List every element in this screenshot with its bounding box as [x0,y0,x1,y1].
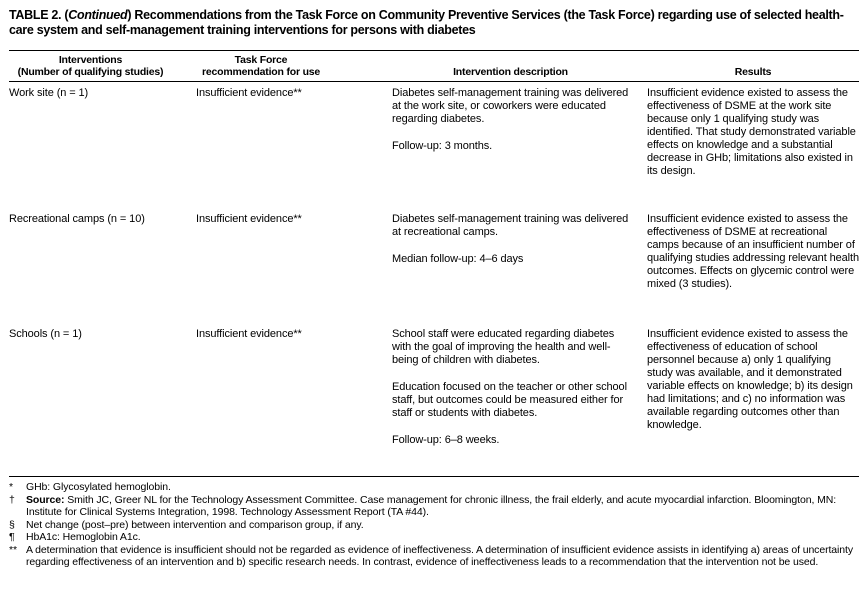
column-header-line1: Interventions [58,54,123,66]
cell-intervention: Schools (n = 1) [9,323,196,477]
cell-results: Insufficient evidence existed to assess the effectiveness of DSME at the work site because only 1 qualifying study was identified. That study demonstrated variable effects on knowledge and a substantial decrease in GHb; limitations also existed in its design. [647,87,856,177]
footnote-ghb [9,481,860,494]
description-paragraph: Follow-up: 3 months. [392,140,493,152]
footnote-text: Smith JC, Greer NL for the Technology Assessment Committee. Case management for chronic illness, the frail elderly, and acute myocardial infarction. Bloomington, MN: Institute for Clinical Systems Integration, 1998. Technology Assessment Report (TA #44). [26,493,837,518]
cell-recommendation: Insufficient evidence** [196,212,302,225]
column-header-line1: Intervention description [453,66,568,78]
footnote-text: A determination that evidence is insufficient should not be regarded as evidence of ineffectiveness. A determination of insufficient evidence assists in identifying a) areas of uncertainty regarding effectiveness of an intervention and b) specific research needs. In contrast, evidence of ineffectiveness leads to a recommendation that the intervention not be used. [26,543,853,568]
cell-results: Insufficient evidence existed to assess the effectiveness of education of school personnel because a) only 1 qualifying study was available, and it demonstrated variable effects on knowledge; b) its design had limitations; and c) no information was available regarding outcomes other than knowledge. [647,323,859,477]
cell-intervention: Recreational camps (n = 10) [9,212,145,225]
description-paragraph: School staff were educated regarding diabetes with the goal of improving the health and well-being of children with diabetes. [392,327,615,366]
table-row-work-site [9,82,859,208]
footnote-marker: ** [9,543,17,556]
column-header-description [392,51,647,82]
table-title-text: ) Recommendations from the Task Force on Community Preventive Services (the Task Force) regarding use of selected health-care system and self-management training interventions for persons with diabetes [9,8,844,37]
footnote-net-change [9,519,860,532]
cell-intervention: Work site (n = 1) [9,87,89,99]
description-paragraph: Education focused on the teacher or other school staff, but outcomes could be measured either for staff or students with diabetes. [392,380,627,419]
footnotes-section [9,481,860,569]
footnote-marker: § [9,518,15,531]
cell-recommendation: Insufficient evidence** [196,323,392,477]
footnote-marker: ¶ [9,531,15,543]
column-header-line2: (Number of qualifying studies) [17,66,164,78]
table-header-row [9,51,859,82]
column-header-line2: recommendation for use [201,66,321,78]
column-header-results [647,51,859,82]
cell-description [392,323,647,477]
description-paragraph: Diabetes self-management training was delivered at recreational camps. [392,212,629,238]
column-header-recommendation [196,51,392,82]
footnote-bold: Source: [26,493,65,506]
footnote-hba1c [9,531,860,544]
footnote-text: GHb: Glycosylated hemoglobin. [26,481,171,493]
footnote-marker: * [9,481,13,493]
description-paragraph: Median follow-up: 4–6 days [392,252,524,265]
footnote-insufficient-evidence [9,544,860,569]
recommendations-table [9,50,859,477]
table-row-schools [9,323,859,477]
footnote-marker: † [9,493,15,506]
column-header-interventions [9,51,196,82]
description-paragraph: Follow-up: 6–8 weeks. [392,433,500,446]
footnote-source [9,494,860,519]
table-title [9,8,860,38]
footnote-text: Net change (post–pre) between intervention and comparison group, if any. [26,518,364,531]
column-header-line1: Results [734,66,772,78]
table-title-label: TABLE 2. ( [9,8,69,22]
cell-description [392,82,647,208]
table-row-recreational-camps [9,208,859,323]
table-title-continued: Continued [68,8,128,22]
footnote-text: HbA1c: Hemoglobin A1c. [26,531,141,543]
cell-recommendation: Insufficient evidence** [196,87,302,99]
cell-results: Insufficient evidence existed to assess the effectiveness of DSME at recreational camps because of an insufficient number of qualifying studies addressing relevant health outcomes. Effects on glycemic control were mixed (3 studies). [647,212,859,290]
cell-description [392,208,647,323]
column-header-line1: Task Force [234,54,288,66]
description-paragraph: Diabetes self-management training was delivered at the work site, or coworkers were educated regarding diabetes. [392,87,629,125]
